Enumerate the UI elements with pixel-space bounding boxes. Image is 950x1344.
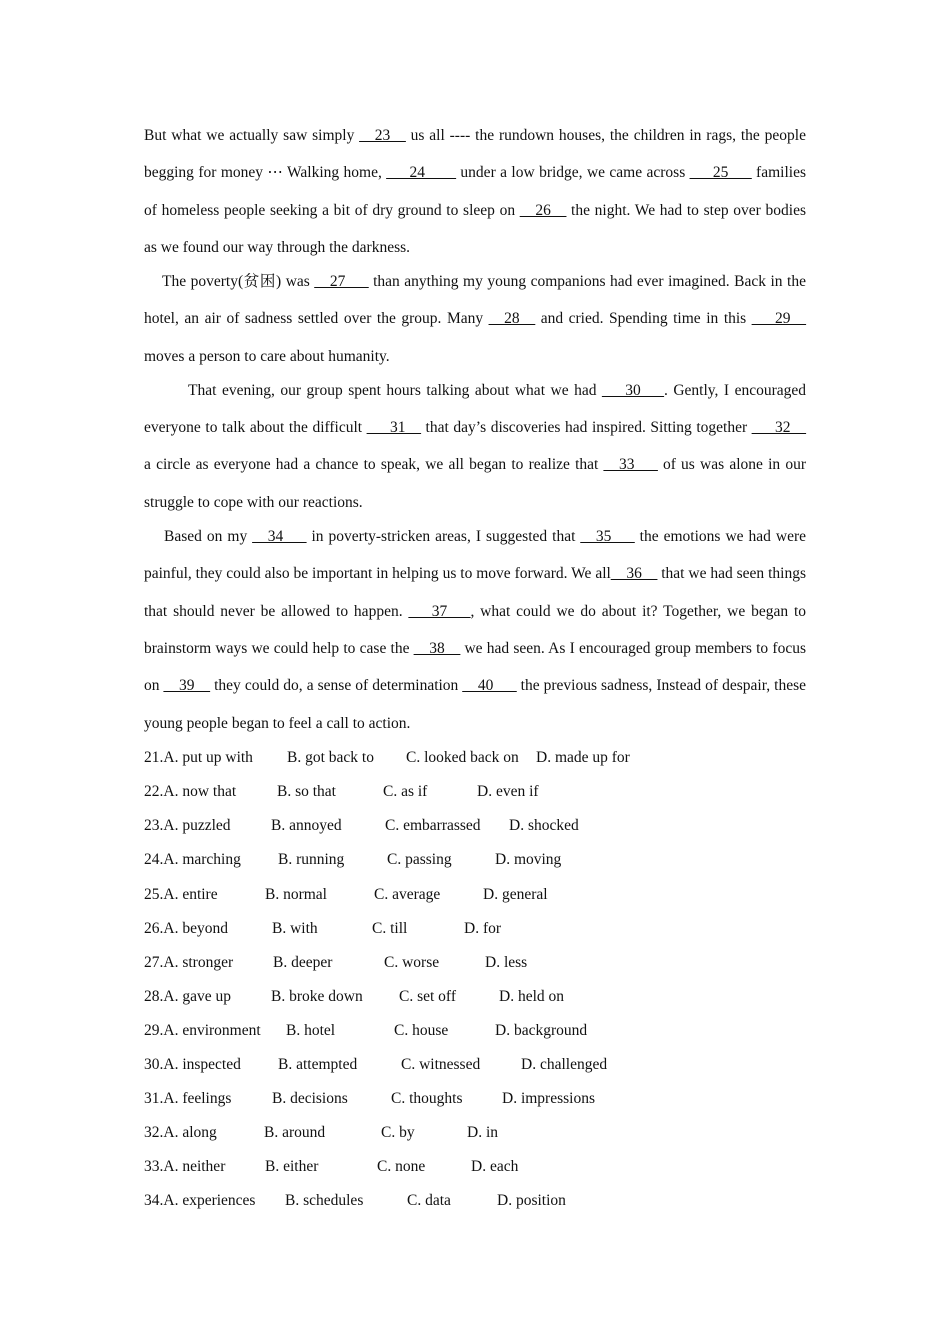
option-d: D. held on xyxy=(499,987,565,1005)
option-c: C. till xyxy=(372,919,408,937)
answer-blank: ___24____ xyxy=(386,164,457,182)
option-b: B. around xyxy=(264,1124,326,1142)
question-row xyxy=(144,912,806,946)
question-row xyxy=(144,1048,806,1082)
option-c: C. embarrassed xyxy=(385,817,481,835)
passage-text: that we had seen things that should never be allowed to happen. xyxy=(144,565,810,620)
option-b: B. attempted xyxy=(278,1055,358,1073)
question-row xyxy=(144,980,806,1014)
option-b: B. running xyxy=(278,851,345,869)
passage-text: the previous sadness, Instead of despair, these young people began to feel a call to action. xyxy=(144,677,810,732)
question-row xyxy=(144,1184,806,1218)
option-d: D. position xyxy=(497,1192,566,1210)
option-b: B. so that xyxy=(277,783,336,801)
option-a: 33.A. neither xyxy=(144,1158,226,1176)
paragraph-4 xyxy=(144,518,810,742)
answer-blank: __27___ xyxy=(314,273,369,291)
passage-text: But what we actually saw simply xyxy=(144,127,360,144)
question-row xyxy=(144,946,806,980)
option-c: C. by xyxy=(381,1124,415,1142)
option-d: D. even if xyxy=(477,783,539,801)
option-c: C. passing xyxy=(387,851,452,869)
option-d: D. challenged xyxy=(521,1055,608,1073)
answer-choices xyxy=(144,741,806,1218)
option-c: C. worse xyxy=(384,953,440,971)
passage-text: . Gently, I encouraged everyone to talk about the difficult xyxy=(144,381,810,437)
option-b: B. schedules xyxy=(285,1192,364,1210)
option-c: C. as if xyxy=(383,783,428,801)
option-a: 32.A. along xyxy=(144,1124,217,1142)
option-d: D. each xyxy=(471,1158,519,1176)
answer-blank: __23__ xyxy=(359,127,406,144)
option-c: C. set off xyxy=(399,987,456,1005)
option-c: C. average xyxy=(374,885,441,903)
option-b: B. got back to xyxy=(287,749,374,767)
paragraph-2 xyxy=(144,263,810,375)
option-a: 30.A. inspected xyxy=(144,1055,241,1073)
paragraph-1 xyxy=(144,117,810,267)
passage-text: the emotions we had were painful, they could also be important in helping us to move forward. We all xyxy=(144,527,810,583)
passage-text: we had seen. As I encouraged group members to focus on xyxy=(144,639,810,695)
question-row xyxy=(144,1014,806,1048)
passage-text: The poverty(贫困) was xyxy=(144,273,315,291)
option-b: B. either xyxy=(265,1158,319,1176)
option-a: 34.A. experiences xyxy=(144,1192,256,1210)
question-row xyxy=(144,1082,806,1116)
option-c: C. data xyxy=(407,1192,451,1210)
passage-text: the night. We had to step over bodies as we found our way through the darkness. xyxy=(144,201,810,257)
answer-blank: __34___ xyxy=(252,527,307,545)
option-a: 25.A. entire xyxy=(144,885,218,903)
option-d: D. for xyxy=(464,919,502,937)
option-a: 26.A. beyond xyxy=(144,919,228,937)
passage-text: than anything my young companions had ever imagined. Back in the hotel, an air of sadness settled over the group. Many xyxy=(144,273,810,328)
passage-text: in poverty-stricken areas, I suggested that xyxy=(306,527,581,545)
option-c: C. looked back on xyxy=(406,749,519,767)
question-row xyxy=(144,775,806,809)
answer-blank: __40___ xyxy=(462,677,517,695)
passage-text: of us was alone in our struggle to cope with our reactions. xyxy=(144,456,810,511)
option-a: 24.A. marching xyxy=(144,851,241,869)
passage-text: and cried. Spending time in this xyxy=(535,310,752,328)
answer-blank: __28__ xyxy=(488,310,536,328)
option-b: B. broke down xyxy=(271,987,363,1005)
passage-text: under a low bridge, we came across xyxy=(456,164,690,182)
answer-blank: __33___ xyxy=(603,456,658,474)
passage-text: us all ---- the rundown houses, the children in rags, the people begging for money ⋯ Walking home, xyxy=(144,127,810,182)
option-c: C. thoughts xyxy=(391,1090,463,1108)
option-c: C. none xyxy=(377,1158,426,1176)
option-a: 23.A. puzzled xyxy=(144,817,231,835)
option-d: D. background xyxy=(495,1021,588,1039)
option-b: B. deeper xyxy=(273,953,333,971)
answer-blank: ___37___ xyxy=(408,602,471,620)
passage-text: that day’s discoveries had inspired. Sitting together xyxy=(420,419,752,437)
passage-text: families of homeless people seeking a bit of dry ground to sleep on xyxy=(144,164,810,219)
answer-blank: ___29__ xyxy=(751,310,806,328)
option-a: 31.A. feelings xyxy=(144,1090,232,1108)
answer-blank: __35___ xyxy=(580,527,635,545)
option-c: C. house xyxy=(394,1021,449,1039)
question-row xyxy=(144,843,806,877)
answer-blank: __38__ xyxy=(413,639,461,657)
option-d: D. shocked xyxy=(509,817,579,835)
answer-blank: ___31__ xyxy=(366,419,421,437)
passage-text: , what could we do about it? Together, we began to brainstorm ways we could help to case the xyxy=(144,602,810,657)
option-d: D. made up for xyxy=(536,749,630,767)
option-b: B. normal xyxy=(265,885,327,903)
option-d: D. general xyxy=(483,885,548,903)
answer-blank: __39__ xyxy=(163,677,211,695)
option-b: B. hotel xyxy=(286,1021,336,1039)
passage-text: they could do, a sense of determination xyxy=(210,677,463,695)
question-row xyxy=(144,1150,806,1184)
question-row xyxy=(144,1116,806,1150)
document-page xyxy=(144,117,810,1218)
answer-blank: ___25___ xyxy=(689,164,752,182)
passage-text: a circle as everyone had a chance to speak, we all began to realize that xyxy=(144,419,810,474)
option-a: 29.A. environment xyxy=(144,1021,261,1039)
question-row xyxy=(144,741,806,775)
option-d: D. in xyxy=(467,1124,498,1142)
answer-blank: __36__ xyxy=(610,565,658,583)
paragraph-3 xyxy=(144,372,810,522)
answer-blank: ___32__ xyxy=(751,419,806,437)
answer-blank: __26__ xyxy=(519,201,567,219)
option-d: D. impressions xyxy=(502,1090,595,1108)
option-b: B. with xyxy=(272,919,318,937)
option-c: C. witnessed xyxy=(401,1055,481,1073)
option-b: B. annoyed xyxy=(271,817,342,835)
option-a: 22.A. now that xyxy=(144,783,237,801)
answer-blank: ___30___ xyxy=(601,381,664,399)
option-b: B. decisions xyxy=(272,1090,348,1108)
option-a: 27.A. stronger xyxy=(144,953,234,971)
question-row xyxy=(144,878,806,912)
question-row xyxy=(144,809,806,843)
option-d: D. moving xyxy=(495,851,562,869)
option-d: D. less xyxy=(485,953,528,971)
passage-text: That evening, our group spent hours talking about what we had xyxy=(144,381,602,399)
passage-text: moves a person to care about humanity. xyxy=(144,310,810,365)
passage-text: Based on my xyxy=(144,527,253,545)
option-a: 28.A. gave up xyxy=(144,987,231,1005)
passage xyxy=(144,117,810,742)
option-a: 21.A. put up with xyxy=(144,749,253,767)
